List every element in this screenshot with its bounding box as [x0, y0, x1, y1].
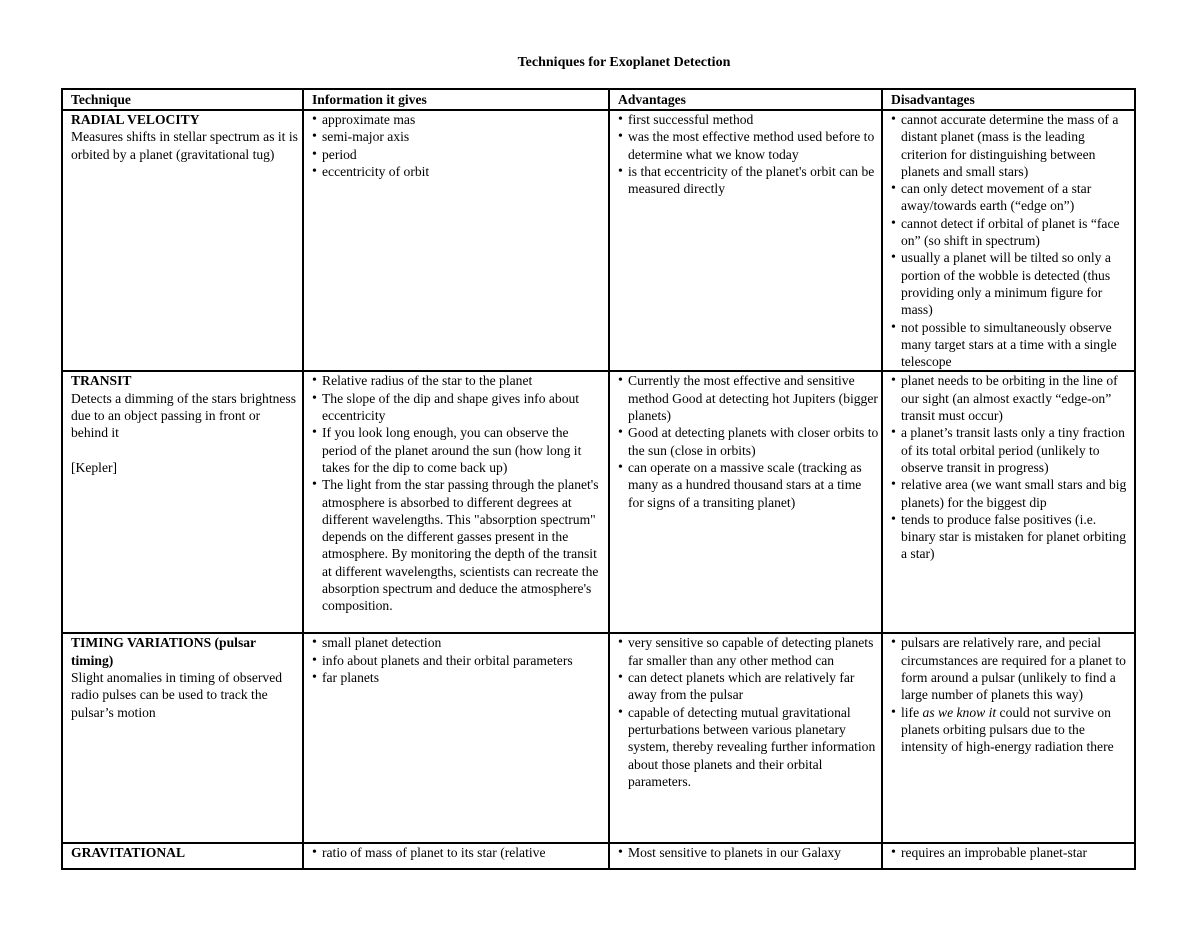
disadvantages-cell: [882, 371, 1135, 633]
list-item: • The light from the star passing through the planet's atmosphere is absorbed to different degrees at different wavelengths. This "absorption spectrum" depends on the different gasses present in the atmosphere. By monitoring the depth of the transit at different wavelengths, scientists can recreate the absorption spectrum and deduce the atmosphere's composition.: [312, 476, 606, 614]
list-item: • Good at detecting planets with closer orbits to the sun (close in orbits): [618, 424, 879, 459]
list-item: • cannot detect if orbital of planet is “face on” (so shift in spectrum): [891, 215, 1132, 250]
list-item: • relative area (we want small stars and big planets) for the biggest dip: [891, 476, 1132, 511]
list-item: • is that eccentricity of the planet's orbit can be measured directly: [618, 163, 879, 198]
list-item: • info about planets and their orbital parameters: [312, 652, 606, 669]
col-header-disadvantages: Disadvantages: [882, 89, 1135, 110]
technique-description: Slight anomalies in timing of observed radio pulses can be used to track the pulsar’s motion: [71, 670, 283, 720]
technique-description: Measures shifts in stellar spectrum as it is orbited by a planet (gravitational tug): [71, 129, 298, 162]
table-row: [62, 110, 1135, 371]
list-item: • can operate on a massive scale (tracking as many as a hundred thousand stars at a time for signs of a transiting planet): [618, 459, 879, 511]
list-item: • tends to produce false positives (i.e. binary star is mistaken for planet orbiting a star): [891, 511, 1132, 563]
advantages-cell: [609, 843, 882, 869]
list-item: • Most sensitive to planets in our Galaxy: [618, 844, 879, 861]
list-item: [891, 704, 1132, 756]
list-item: • planet needs to be orbiting in the line of our sight (an almost exactly “edge-on” transit must occur): [891, 372, 1132, 424]
list-item: • semi-major axis: [312, 128, 606, 145]
list-item: • Currently the most effective and sensitive method Good at detecting hot Jupiters (bigger planets): [618, 372, 879, 424]
list-item: • The slope of the dip and shape gives info about eccentricity: [312, 390, 606, 425]
list-item: • cannot accurate determine the mass of a distant planet (mass is the leading criterion for distinguishing between planets and small stars): [891, 111, 1132, 180]
list-item: • first successful method: [618, 111, 879, 128]
disadvantages-cell: [882, 633, 1135, 843]
disadvantages-cell: [882, 110, 1135, 371]
list-item: • far planets: [312, 669, 606, 686]
page-title: Techniques for Exoplanet Detection: [517, 55, 731, 70]
list-item: • usually a planet will be tilted so only a portion of the wobble is detected (thus providing only a minimum figure for mass): [891, 249, 1132, 318]
technique-cell: [62, 633, 303, 843]
list-item: • not possible to simultaneously observe many target stars at a time with a single telescope: [891, 319, 1132, 371]
info-cell: [303, 110, 609, 371]
col-header-advantages: Advantages: [609, 89, 882, 110]
life-text-italic: as we know it: [922, 704, 997, 720]
list-item: • was the most effective method used before to determine what we know today: [618, 128, 879, 163]
table-row: [62, 633, 1135, 843]
technique-cell: [62, 843, 303, 869]
info-cell: [303, 843, 609, 869]
col-header-technique: Technique: [62, 89, 303, 110]
list-item: • approximate mas: [312, 111, 606, 128]
list-item: • eccentricity of orbit: [312, 163, 606, 180]
table-row: [62, 371, 1135, 633]
list-item: • If you look long enough, you can observe the period of the planet around the sun (how long it takes for the dip to come back up): [312, 424, 606, 476]
technique-description: Detects a dimming of the stars brightness due to an object passing in front or behind it: [71, 390, 297, 441]
advantages-cell: [609, 371, 882, 633]
advantages-cell: [609, 633, 882, 843]
advantages-cell: [609, 110, 882, 371]
techniques-table: [61, 88, 1136, 870]
life-text-start: life: [901, 704, 923, 720]
technique-cell: [62, 110, 303, 371]
info-cell: [303, 371, 609, 633]
disadvantages-cell: [882, 843, 1135, 869]
technique-name: GRAVITATIONAL: [71, 845, 186, 861]
list-item: • can detect planets which are relatively far away from the pulsar: [618, 669, 879, 704]
list-item: • a planet’s transit lasts only a tiny fraction of its total orbital period (unlikely to observe transit in progress): [891, 424, 1132, 476]
list-item: • small planet detection: [312, 634, 606, 651]
life-text-end: could not survive on planets orbiting pulsars due to the intensity of high-energy radiation there: [901, 704, 1114, 755]
list-item: • capable of detecting mutual gravitational perturbations between various planetary system, thereby revealing further information about those planets and their orbital parameters.: [618, 704, 879, 790]
technique-name: RADIAL VELOCITY: [71, 112, 200, 127]
list-item: • Relative radius of the star to the planet: [312, 372, 606, 389]
technique-name: TRANSIT: [71, 373, 132, 389]
header-row: [62, 89, 1135, 110]
list-item: • can only detect movement of a star away/towards earth (“edge on”): [891, 180, 1132, 215]
list-item: • very sensitive so capable of detecting planets far smaller than any other method can: [618, 634, 879, 669]
list-item: • pulsars are relatively rare, and pecial circumstances are required for a planet to form around a pulsar (unlikely to find a large number of planets this way): [891, 634, 1132, 703]
table-row: [62, 843, 1135, 869]
list-item: • period: [312, 146, 606, 163]
technique-note: [Kepler]: [71, 459, 118, 475]
technique-name: TIMING VARIATIONS (pulsar timing): [71, 635, 256, 668]
list-item: • ratio of mass of planet to its star (relative: [312, 844, 606, 861]
col-header-information: Information it gives: [303, 89, 609, 110]
technique-cell: [62, 371, 303, 633]
list-item: • requires an improbable planet-star: [891, 844, 1132, 861]
info-cell: [303, 633, 609, 843]
